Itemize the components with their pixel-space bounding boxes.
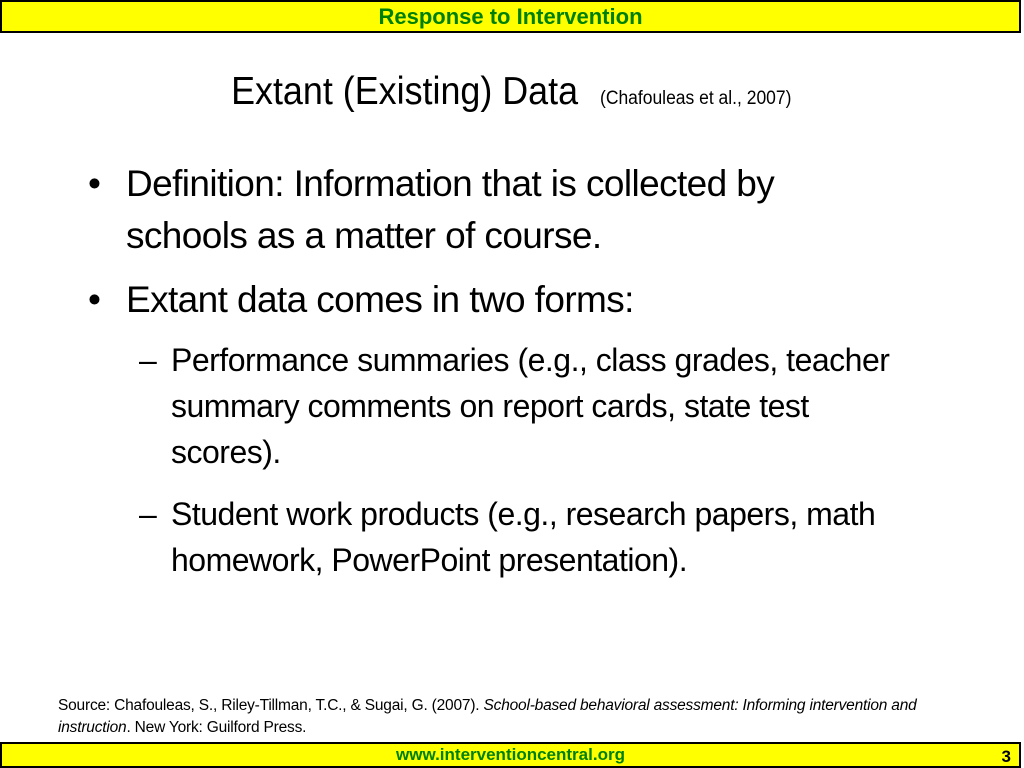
source-citation-suffix: . New York: Guilford Press. xyxy=(126,719,307,736)
sub-bullet-marker: – xyxy=(139,342,157,378)
slide-title-citation: (Chafouleas et al., 2007) xyxy=(599,88,791,109)
sub-bullet-line: summary comments on report cards, state test xyxy=(171,388,809,424)
source-citation xyxy=(58,695,988,739)
sub-bullet-line: Performance summaries (e.g., class grades, teacher xyxy=(171,342,890,378)
sub-bullet-line: homework, PowerPoint presentation). xyxy=(171,542,688,578)
sub-bullet-line: Student work products (e.g., research papers, math xyxy=(171,496,876,532)
bullet-marker: • xyxy=(88,163,101,204)
footer-url-link[interactable]: www.interventioncentral.org xyxy=(396,745,625,764)
header-banner-text: Response to Intervention xyxy=(378,4,643,29)
sub-bullet-line: scores). xyxy=(171,434,281,470)
source-citation-book-title: School-based behavioral assessment: Informing intervention and instruction xyxy=(58,697,917,736)
bullet-item-forms xyxy=(88,274,634,326)
header-banner xyxy=(0,0,1021,33)
sub-bullet-marker: – xyxy=(139,496,157,532)
slide-title xyxy=(0,72,1024,111)
bullet-line: schools as a matter of course. xyxy=(126,215,602,256)
bullet-line: Definition: Information that is collected by xyxy=(126,163,775,204)
footer-banner xyxy=(0,742,1021,768)
slide-title-text: Extant (Existing) Data xyxy=(231,70,579,113)
page-number: 3 xyxy=(1001,747,1011,766)
bullet-item-definition xyxy=(88,158,775,262)
sub-bullet-item-work-products xyxy=(139,491,876,583)
bullet-marker: • xyxy=(88,279,101,320)
bullet-line: Extant data comes in two forms: xyxy=(126,279,634,320)
source-citation-prefix: Source: Chafouleas, S., Riley-Tillman, T.C., & Sugai, G. (2007). xyxy=(58,697,484,714)
sub-bullet-item-performance xyxy=(139,337,890,475)
